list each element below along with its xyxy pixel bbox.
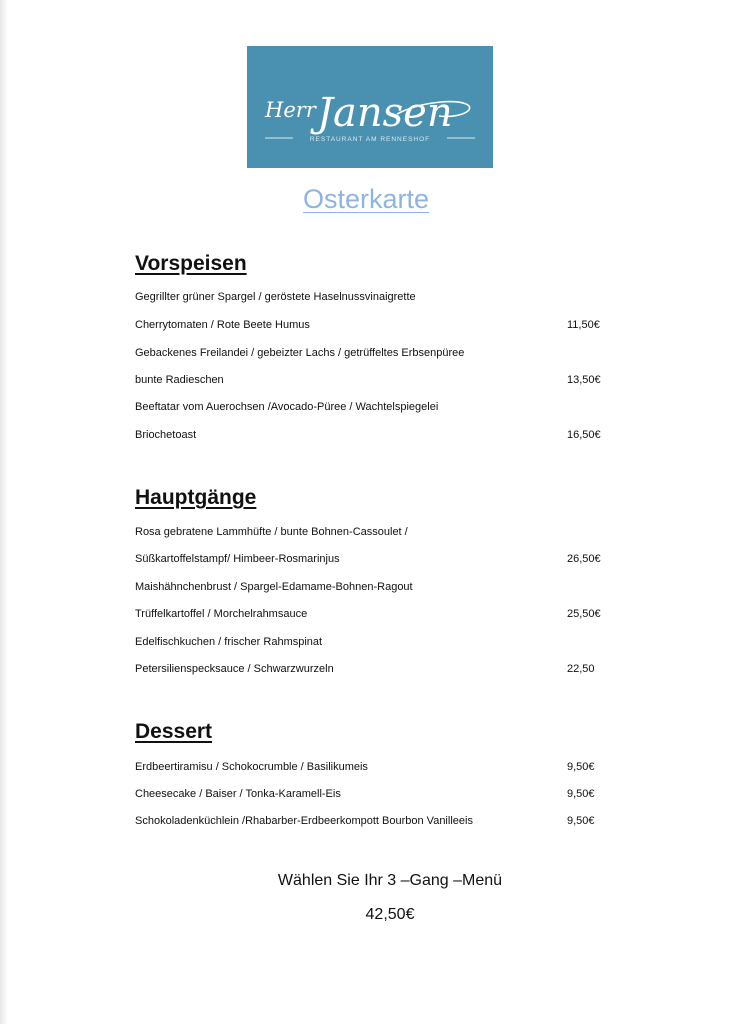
menu-line: Cherrytomaten / Rote Beete Humus <box>135 319 310 331</box>
logo-script-herr: Herr <box>265 98 316 122</box>
logo-tagline: RESTAURANT AM RENNESHOF <box>309 136 431 143</box>
menu-price: 16,50€ <box>567 429 601 441</box>
restaurant-logo <box>247 46 493 168</box>
section-heading-vorspeisen: Vorspeisen <box>135 252 247 275</box>
page-edge-shadow <box>0 0 8 1024</box>
menu-line: Cheesecake / Baiser / Tonka-Karamell-Eis <box>135 788 341 800</box>
menu-line: Gegrillter grüner Spargel / geröstete Haselnussvinaigrette <box>135 291 416 303</box>
menu-line: Süßkartoffelstampf/ Himbeer-Rosmarinjus <box>135 553 340 565</box>
section-heading-dessert: Dessert <box>135 720 213 743</box>
menu-line: Beeftatar vom Auerochsen /Avocado-Püree / Wachtelspiegelei <box>135 401 439 413</box>
menu-line: Petersilienspecksauce / Schwarzwurzeln <box>135 663 334 675</box>
section-heading-hauptgaenge: Hauptgänge <box>135 486 257 509</box>
logo-script-jansen: Jansen <box>317 90 453 136</box>
menu-line: bunte Radieschen <box>135 374 224 386</box>
menu-line: Erdbeertiramisu / Schokocrumble / Basilikumeis <box>135 761 368 773</box>
menu-offer-text: Wählen Sie Ihr 3 –Gang –Menü <box>277 872 503 889</box>
menu-price: 9,50€ <box>567 761 595 773</box>
menu-line: Edelfischkuchen / frischer Rahmspinat <box>135 636 323 648</box>
menu-line: Maishähnchenbrust / Spargel-Edamame-Bohnen-Ragout <box>135 581 413 593</box>
menu-line: Trüffelkartoffel / Morchelrahmsauce <box>135 608 308 620</box>
menu-line: Schokoladenküchlein /Rhabarber-Erdbeerkompott Bourbon Vanilleeis <box>135 815 473 827</box>
menu-price: 22,50 <box>567 663 595 675</box>
menu-line: Rosa gebratene Lammhüfte / bunte Bohnen-Cassoulet / <box>135 526 408 538</box>
page-title: Osterkarte <box>302 184 430 214</box>
menu-price: 9,50€ <box>567 788 595 800</box>
menu-offer-price: 42,50€ <box>365 906 415 923</box>
menu-price: 26,50€ <box>567 553 601 565</box>
menu-price: 13,50€ <box>567 374 601 386</box>
menu-line: Gebackenes Freilandei / gebeizter Lachs / getrüffeltes Erbsenpüree <box>135 347 465 359</box>
menu-price: 9,50€ <box>567 815 595 827</box>
menu-line: Briochetoast <box>135 429 197 441</box>
menu-price: 25,50€ <box>567 608 601 620</box>
menu-price: 11,50€ <box>567 319 600 331</box>
